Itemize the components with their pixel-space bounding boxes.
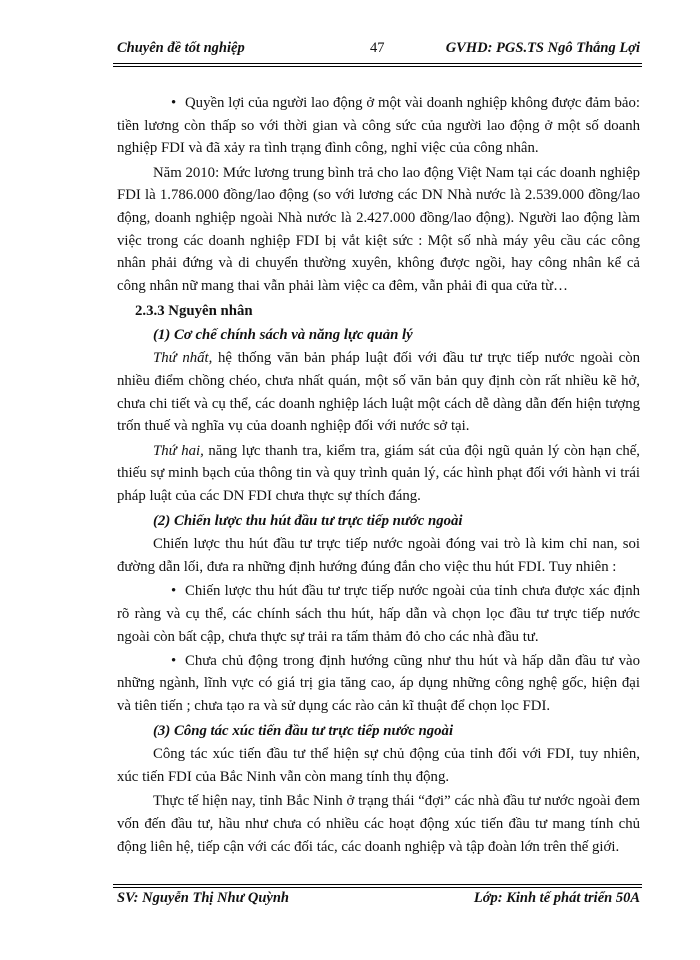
header-rule — [113, 63, 642, 64]
paragraph — [117, 347, 640, 438]
paragraph-lead: Thứ nhất, — [153, 350, 213, 367]
header-title: Chuyên đề tốt nghiệp — [117, 40, 245, 56]
paragraph: Công tác xúc tiến đầu tư thể hiện sự chủ động của tỉnh đối với FDI, tuy nhiên, xúc tiến FDI của Bắc Ninh vẫn còn mang tính thụ động. — [117, 746, 640, 786]
paragraph-text: Chưa chủ động trong định hướng cũng như thu hút và hấp dẫn đầu tư vào những ngành, lĩnh vực có giá trị gia tăng cao, áp dụng những công nghệ gốc, hiện đại và tiên tiến ; chưa tạo ra và sử dụng các rào cản kĩ thuật để chọn lọc FDI. — [117, 652, 640, 715]
paragraph — [117, 440, 640, 508]
footer-rule — [113, 887, 642, 888]
subsection-heading: (3) Công tác xúc tiến đầu tư trực tiếp nước ngoài — [153, 723, 454, 740]
paragraph-text: hệ thống văn bản pháp luật đối với đầu tư trực tiếp nước ngoài còn nhiều điểm chồng chéo, chưa nhất quán, một số văn bản quy định còn rất nhiều kẽ hở, chưa chi tiết và cụ thể, các doanh nghiệp lách luật một cách dễ dàng dẫn đến hiện tượng trốn thuế và nghĩa vụ của doanh nghiệp đối với nước sở tại. — [117, 350, 640, 435]
section-heading: 2.3.3 Nguyên nhân — [135, 303, 253, 320]
bullet-paragraph — [117, 92, 640, 160]
paragraph-text: Chiến lược thu hút đầu tư trực tiếp nước ngoài của tỉnh chưa được xác định rõ ràng và cụ thể, các chính sách thu hút, hấp dẫn và chọn lọc đầu tư trực tiếp nước ngoài còn bất cập, chưa thực sự trải ra tấm thảm đỏ cho các nhà đầu tư. — [117, 583, 640, 645]
header-rule-thin — [113, 66, 642, 67]
footer-student: SV: Nguyễn Thị Như Quỳnh — [117, 890, 289, 906]
page-footer — [117, 890, 640, 916]
paragraph: Năm 2010: Mức lương trung bình trả cho lao động Việt Nam tại các doanh nghiệp FDI là 1.786.000 đồng/lao động (so với lương các DN Nhà nước là 2.539.000 đồng/lao động, doanh nghiệp ngoài Nhà nước là 2.427.000 đồng/lao động). Người lao động làm việc trong các doanh nghiệp FDI bị vắt kiệt sức : Một số nhà máy yêu cầu các công nhân phải đứng và di chuyển thường xuyên, không được ngồi, hay công nhân kể cả công nhân nữ mang thai vẫn phải làm việc ca đêm, vẫn phải đi qua cửa từ… — [117, 164, 640, 295]
paragraph-text: năng lực thanh tra, kiểm tra, giám sát của đội ngũ quản lý còn hạn chế, thiếu sự minh bạch của thông tin và quy trình quản lý, các hình phạt đối với hành vi trái pháp luật của các DN FDI chưa thực sự thích đáng. — [117, 442, 640, 505]
footer-rule-thin — [113, 884, 642, 885]
paragraph: Chiến lược thu hút đầu tư trực tiếp nước ngoài đóng vai trò là kim chỉ nan, soi đường dẫn lối, đưa ra những định hướng đúng đắn cho việc thu hút FDI. Tuy nhiên : — [117, 536, 640, 575]
bullet-icon: • — [171, 583, 177, 600]
bullet-paragraph — [117, 580, 640, 648]
subsection-heading: (2) Chiến lược thu hút đầu tư trực tiếp nước ngoài — [153, 513, 463, 530]
bullet-paragraph — [117, 650, 640, 718]
paragraph: Thực tế hiện nay, tỉnh Bắc Ninh ở trạng thái “đợi” các nhà đầu tư nước ngoài đem vốn đến đầu tư, hầu như chưa có nhiều các hoạt động xúc tiến đầu tư mang tính chủ động liên hệ, tiếp cận với các đối tác, các doanh nghiệp và tập đoàn lớn trên thế giới. — [117, 793, 640, 855]
footer-class: Lớp: Kinh tế phát triển 50A — [473, 890, 640, 906]
bullet-icon: • — [171, 95, 177, 111]
paragraph-text: Quyền lợi của người lao động ở một vài doanh nghiệp không được đảm bảo: tiền lương còn thấp so với thời gian và công sức của người lao động ở một số doanh nghiệp FDI và đã xảy ra tình trạng đình công, nghỉ việc của công nhân. — [117, 95, 640, 157]
bullet-icon: • — [171, 652, 177, 669]
page-number: 47 — [370, 40, 385, 56]
header-supervisor: GVHD: PGS.TS Ngô Thắng Lợi — [445, 40, 640, 56]
paragraph-lead: Thứ hai, — [153, 442, 204, 459]
subsection-heading: (1) Cơ chế chính sách và năng lực quản lý — [153, 327, 413, 344]
page-body — [117, 92, 640, 860]
